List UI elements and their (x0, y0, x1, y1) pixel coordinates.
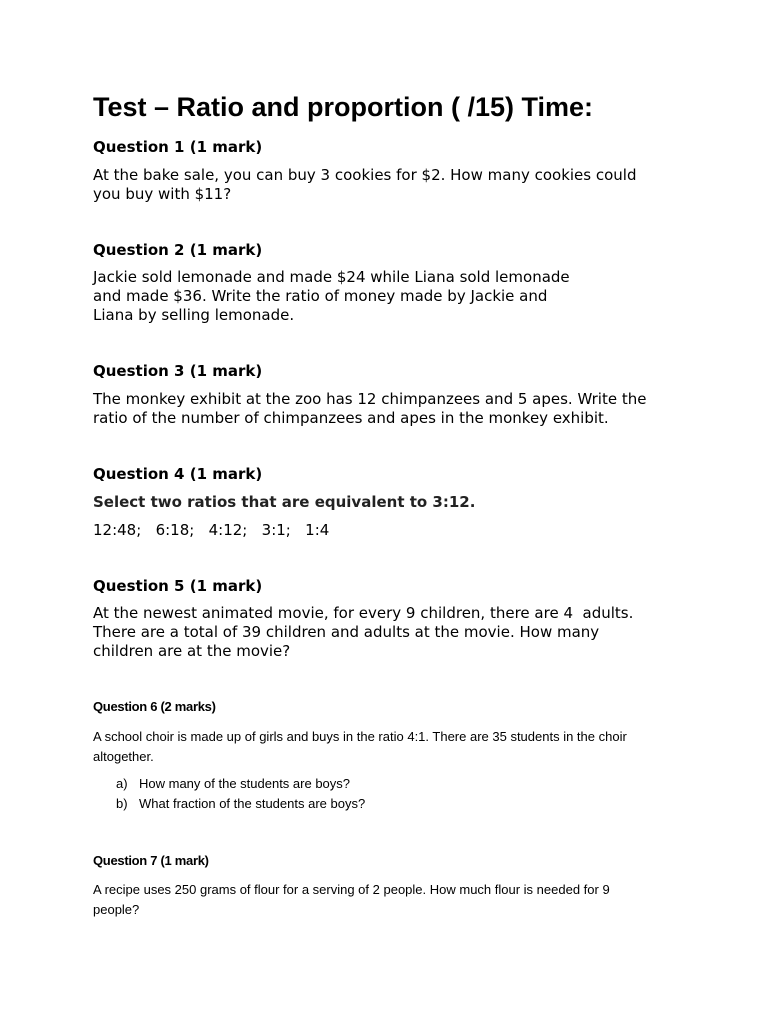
question-7-text-line-2: people? (93, 902, 140, 917)
question-5-text-line-1: At the newest animated movie, for every 9 children, there are 4 adults. (93, 604, 634, 622)
page-title: Test – Ratio and proportion ( /15) Time: (93, 92, 594, 122)
question-6-item-b-text: What fraction of the students are boys? (139, 796, 366, 811)
question-6-item-b (116, 795, 365, 813)
question-4-options: 12:48; 6:18; 4:12; 3:1; 1:4 (93, 521, 330, 539)
question-1-text-line-1: At the bake sale, you can buy 3 cookies for $2. How many cookies could (93, 166, 637, 184)
question-2-text-line-2: and made $36. Write the ratio of money made by Jackie and (93, 287, 548, 305)
question-3-text-line-2: ratio of the number of chimpanzees and apes in the monkey exhibit. (93, 409, 609, 427)
question-4-prompt: Select two ratios that are equivalent to 3:12. (93, 493, 476, 511)
question-6-item-b-marker: b) (116, 796, 128, 811)
question-7-heading: Question 7 (1 mark) (93, 853, 209, 868)
question-6-item-a-marker: a) (116, 776, 128, 791)
question-5-heading: Question 5 (1 mark) (93, 577, 263, 595)
question-7-text-line-1: A recipe uses 250 grams of flour for a serving of 2 people. How much flour is needed for 9 (93, 882, 610, 897)
question-1-text-line-2: you buy with $11? (93, 185, 232, 203)
question-2-text-line-1: Jackie sold lemonade and made $24 while Liana sold lemonade (93, 268, 570, 286)
question-6-text-line-2: altogether. (93, 749, 154, 764)
question-6-item-a-text: How many of the students are boys? (139, 776, 351, 791)
question-5-text-line-2: There are a total of 39 children and adults at the movie. How many (93, 623, 600, 641)
question-1-heading: Question 1 (1 mark) (93, 138, 263, 156)
question-6-text-line-1: A school choir is made up of girls and buys in the ratio 4:1. There are 35 students in the choir (93, 729, 627, 744)
question-6-item-a (116, 775, 350, 793)
question-5-text-line-3: children are at the movie? (93, 642, 291, 660)
question-2-heading: Question 2 (1 mark) (93, 241, 263, 259)
question-4-heading: Question 4 (1 mark) (93, 465, 263, 483)
question-2-text-line-3: Liana by selling lemonade. (93, 306, 295, 324)
question-3-heading: Question 3 (1 mark) (93, 362, 263, 380)
question-6-heading: Question 6 (2 marks) (93, 699, 216, 714)
question-3-text-line-1: The monkey exhibit at the zoo has 12 chimpanzees and 5 apes. Write the (93, 390, 647, 408)
